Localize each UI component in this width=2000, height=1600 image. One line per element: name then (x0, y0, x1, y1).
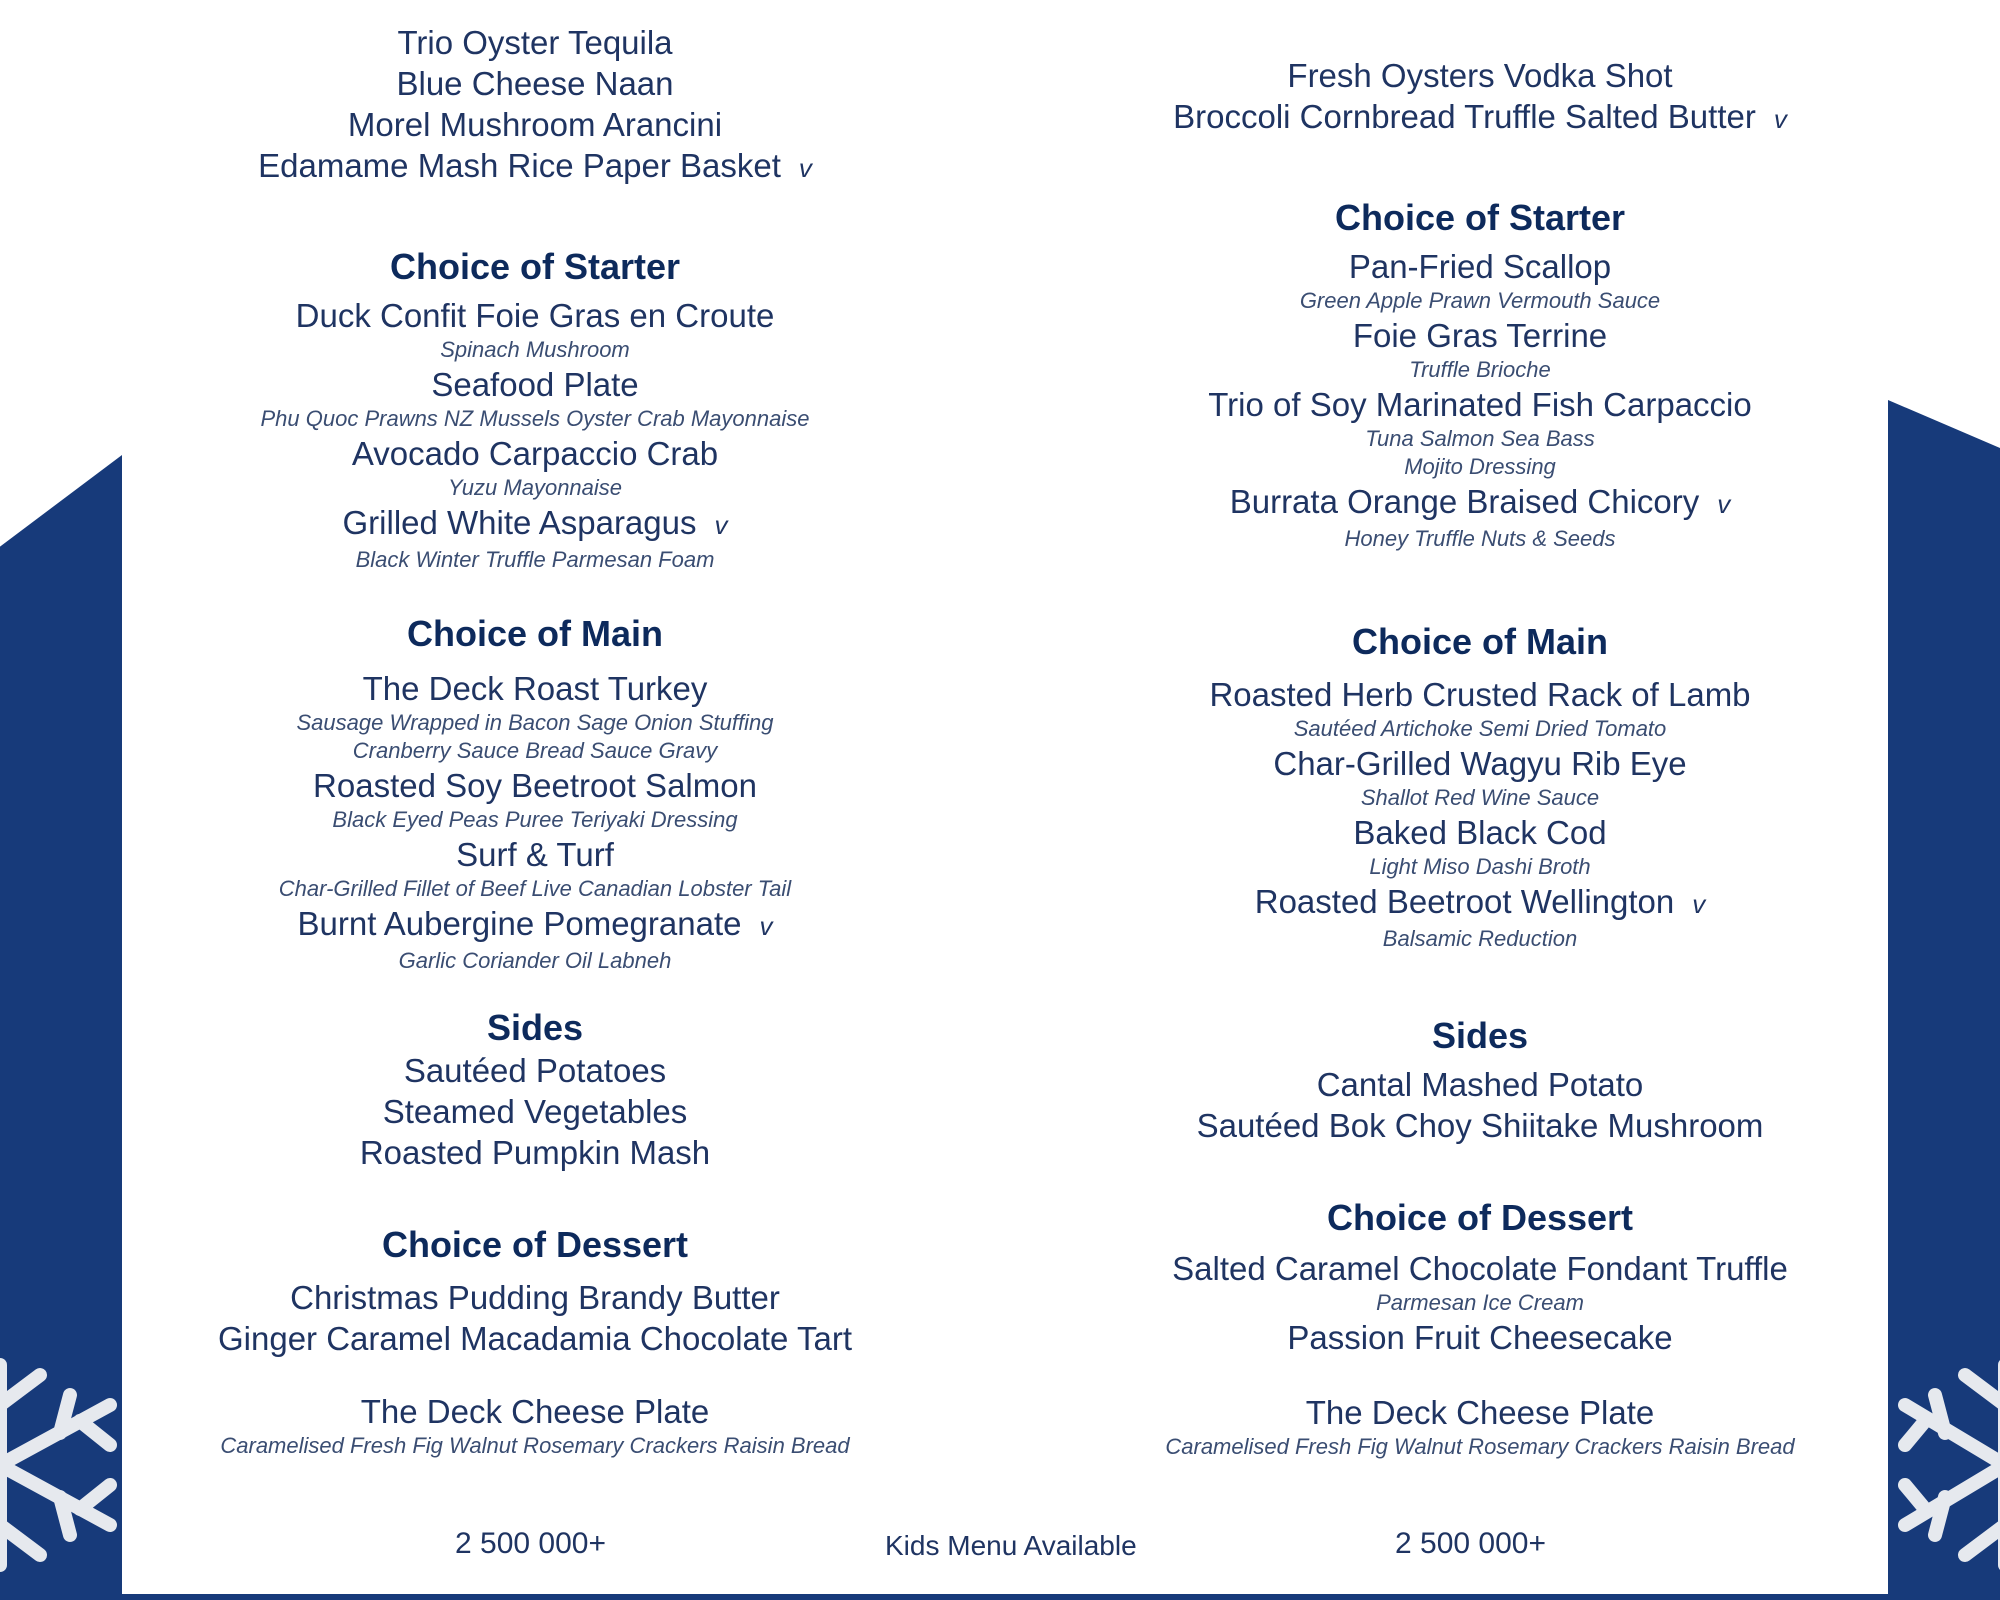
menu-item-desc: Sautéed Artichoke Semi Dried Tomato (1293, 716, 1667, 741)
side-item: Roasted Pumpkin Mash (359, 1134, 711, 1171)
menu-item: Grilled White Asparagus v (342, 504, 728, 541)
right-sides (1130, 1014, 1830, 1146)
dessert-item: Salted Caramel Chocolate Fondant Truffle (1172, 1250, 1788, 1287)
menu-item-desc: Caramelised Fresh Fig Walnut Rosemary Crackers Raisin Bread (1165, 1434, 1795, 1459)
section-heading: Choice of Starter (389, 246, 681, 287)
menu-item-desc: Caramelised Fresh Fig Walnut Rosemary Crackers Raisin Bread (220, 1433, 850, 1458)
canape-item: Blue Cheese Naan (396, 65, 674, 102)
canape-item: Fresh Oysters Vodka Shot (1287, 57, 1673, 94)
menu-item: Burrata Orange Braised Chicory v (1229, 483, 1731, 520)
snowflake-icon (1895, 1345, 2000, 1585)
menu-item: Trio of Soy Marinated Fish Carpaccio (1208, 386, 1752, 423)
side-item: Sautéed Potatoes (403, 1052, 667, 1089)
dessert-item: Ginger Caramel Macadamia Chocolate Tart (217, 1320, 852, 1357)
snowflake-icon (0, 1345, 130, 1585)
menu-item: Char-Grilled Wagyu Rib Eye (1273, 745, 1687, 782)
menu-item: Burnt Aubergine Pomegranate v (297, 905, 773, 942)
section-heading: Choice of Dessert (381, 1224, 689, 1265)
menu-item: Roasted Herb Crusted Rack of Lamb (1209, 676, 1751, 713)
right-starters (1130, 196, 1830, 553)
menu-item-desc: Garlic Coriander Oil Labneh (398, 948, 672, 973)
left-starters (200, 245, 870, 574)
menu-item-desc: Tuna Salmon Sea Bass (1365, 426, 1595, 451)
menu-item: Pan-Fried Scallop (1348, 248, 1612, 285)
vegetarian-mark: v (1773, 104, 1787, 134)
vegetarian-mark: v (798, 153, 812, 183)
menu-item: Seafood Plate (431, 366, 639, 403)
section-heading: Sides (1431, 1015, 1529, 1056)
section-heading: Choice of Main (1351, 621, 1608, 662)
menu-item-desc: Yuzu Mayonnaise (447, 475, 623, 500)
menu-item-desc: Sausage Wrapped in Bacon Sage Onion Stuffing (296, 710, 774, 735)
side-item: Sautéed Bok Choy Shiitake Mushroom (1196, 1107, 1764, 1144)
right-canapes (1130, 55, 1830, 140)
cheese-plate: The Deck Cheese Plate (1305, 1394, 1655, 1431)
left-canapes (200, 22, 870, 189)
menu-item: Roasted Soy Beetroot Salmon (313, 767, 757, 804)
menu-item-desc: Truffle Brioche (1409, 357, 1551, 382)
section-heading: Sides (486, 1007, 584, 1048)
menu-item-desc: Mojito Dressing (1404, 454, 1556, 479)
right-desserts (1130, 1196, 1830, 1461)
section-heading: Choice of Main (406, 613, 663, 654)
canape-item: Broccoli Cornbread Truffle Salted Butter v (1173, 98, 1787, 135)
menu-item: Avocado Carpaccio Crab (351, 435, 719, 472)
menu-item-desc: Black Eyed Peas Puree Teriyaki Dressing (332, 807, 738, 832)
menu-item: The Deck Roast Turkey (362, 670, 708, 707)
left-sides (200, 1006, 870, 1173)
left-price: 2 500 000+ (455, 1527, 606, 1560)
side-item: Cantal Mashed Potato (1316, 1066, 1644, 1103)
vegetarian-mark: v (1692, 889, 1706, 919)
canape-item: Edamame Mash Rice Paper Basket v (258, 147, 812, 184)
menu-item: Roasted Beetroot Wellington v (1254, 883, 1706, 920)
menu-item: Surf & Turf (456, 836, 614, 873)
dessert-item: Christmas Pudding Brandy Butter (290, 1279, 780, 1316)
vegetarian-mark: v (714, 510, 728, 540)
menu-item-desc: Phu Quoc Prawns NZ Mussels Oyster Crab Mayonnaise (260, 406, 810, 431)
menu-item-desc: Black Winter Truffle Parmesan Foam (355, 547, 715, 572)
menu-item: Duck Confit Foie Gras en Croute (295, 297, 775, 334)
left-mains (200, 612, 870, 975)
menu-item: Foie Gras Terrine (1352, 317, 1608, 354)
canape-item: Morel Mushroom Arancini (347, 106, 723, 143)
menu-item-desc: Spinach Mushroom (440, 337, 630, 362)
menu-item-desc: Honey Truffle Nuts & Seeds (1344, 526, 1616, 551)
menu-item-desc: Green Apple Prawn Vermouth Sauce (1299, 288, 1661, 313)
menu-item-desc: Balsamic Reduction (1382, 926, 1578, 951)
menu-item-desc: Light Miso Dashi Broth (1369, 854, 1591, 879)
side-item: Steamed Vegetables (382, 1093, 688, 1130)
dessert-item: Passion Fruit Cheesecake (1287, 1319, 1673, 1356)
left-desserts (200, 1223, 870, 1460)
menu-item-desc: Char-Grilled Fillet of Beef Live Canadian Lobster Tail (278, 876, 792, 901)
bottom-navy-rule (120, 1594, 1888, 1600)
menu-item-desc: Parmesan Ice Cream (1376, 1290, 1584, 1315)
section-heading: Choice of Starter (1334, 197, 1626, 238)
section-heading: Choice of Dessert (1326, 1197, 1634, 1238)
right-price: 2 500 000+ (1395, 1527, 1546, 1560)
menu-item: Baked Black Cod (1353, 814, 1607, 851)
right-mains (1130, 620, 1830, 953)
canape-item: Trio Oyster Tequila (397, 24, 673, 61)
kids-menu-note: Kids Menu Available (885, 1530, 1137, 1561)
vegetarian-mark: v (759, 911, 773, 941)
cheese-plate: The Deck Cheese Plate (360, 1393, 710, 1430)
vegetarian-mark: v (1717, 489, 1731, 519)
menu-item-desc: Cranberry Sauce Bread Sauce Gravy (352, 738, 718, 763)
menu-item-desc: Shallot Red Wine Sauce (1360, 785, 1600, 810)
